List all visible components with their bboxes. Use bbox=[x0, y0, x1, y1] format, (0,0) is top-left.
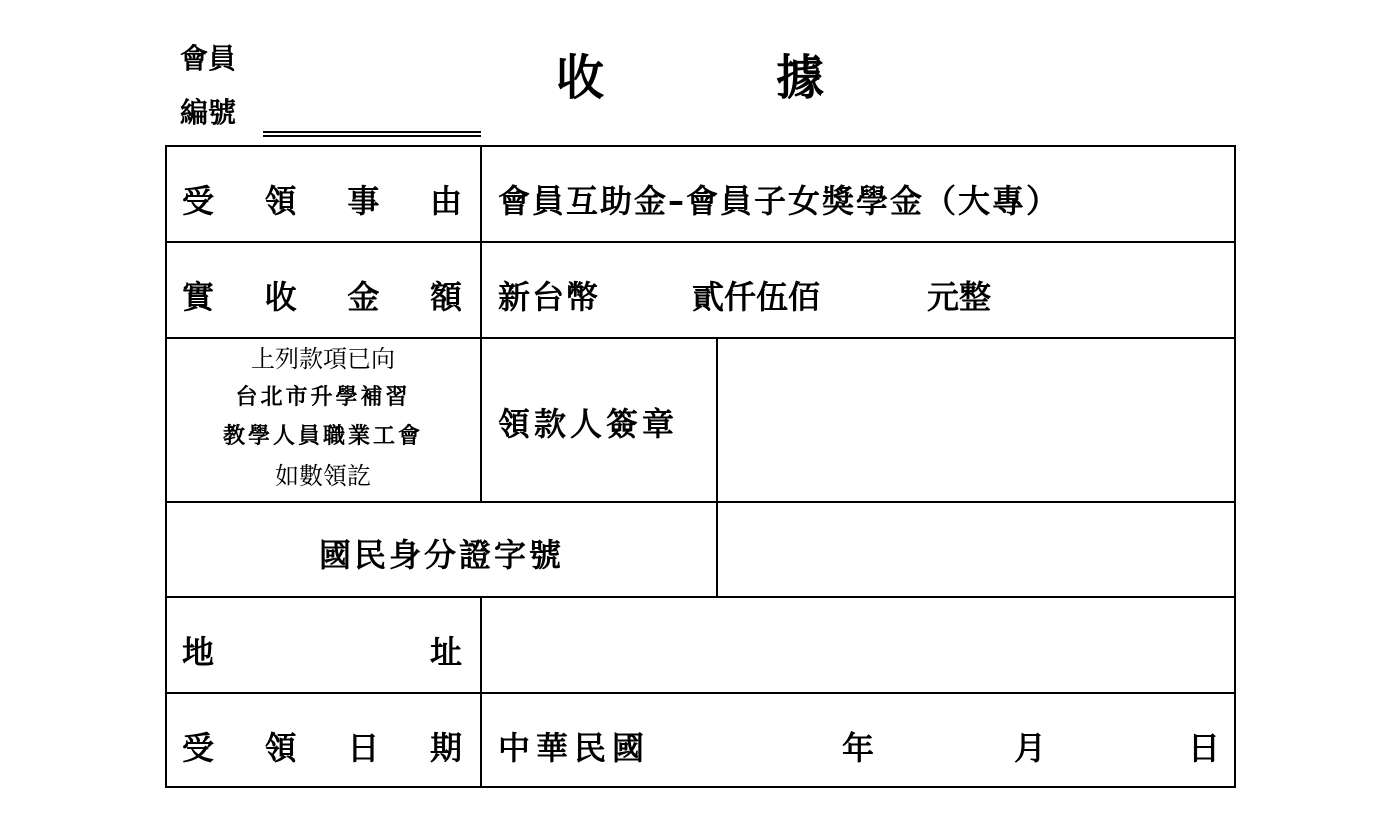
title-char-2: 據 bbox=[776, 50, 825, 106]
date-label-char: 受 bbox=[182, 729, 215, 767]
id-number-field[interactable] bbox=[720, 505, 1234, 594]
receipt-note-line1: 上列款項已向 bbox=[251, 345, 395, 373]
date-label bbox=[182, 723, 462, 769]
member-label-line2: 編號 bbox=[180, 96, 237, 129]
receipt-note bbox=[167, 340, 479, 496]
date-day-label: 日 bbox=[1188, 729, 1221, 767]
address-label-char: 地 bbox=[182, 633, 215, 671]
reason-label-char: 領 bbox=[264, 182, 297, 220]
col-divider-main-upper bbox=[480, 145, 482, 502]
row-divider-1 bbox=[165, 241, 1236, 243]
signature-field[interactable] bbox=[720, 341, 1234, 499]
date-label-char: 日 bbox=[347, 729, 380, 767]
date-label-char: 領 bbox=[264, 729, 297, 767]
signature-label: 領款人簽章 bbox=[498, 405, 679, 443]
amount-label bbox=[182, 272, 462, 318]
address-label-char: 址 bbox=[429, 633, 462, 671]
date-label-char: 期 bbox=[429, 729, 462, 767]
amount-label-char: 額 bbox=[429, 278, 462, 316]
col-divider-signature bbox=[716, 337, 718, 597]
date-month-label: 月 bbox=[1014, 729, 1047, 767]
date-era: 中華民國 bbox=[498, 729, 651, 767]
reason-label-char: 受 bbox=[182, 182, 215, 220]
member-number-label bbox=[180, 32, 236, 140]
amount-label-char: 收 bbox=[264, 278, 297, 316]
address-field[interactable] bbox=[484, 600, 1234, 690]
receipt-note-line2: 台北市升學補習 bbox=[235, 385, 411, 410]
amount-label-char: 實 bbox=[182, 278, 215, 316]
reason-value: 會員互助金–會員子女獎學金（大專） bbox=[498, 182, 1061, 220]
amount-label-char: 金 bbox=[347, 278, 380, 316]
reason-label-char: 事 bbox=[347, 182, 380, 220]
col-divider-main-lower bbox=[480, 596, 482, 788]
member-label-line1: 會員 bbox=[180, 42, 237, 75]
reason-label-char: 由 bbox=[429, 182, 462, 220]
receipt-note-line3: 教學人員職業工會 bbox=[222, 424, 423, 449]
amount-currency: 新台幣 bbox=[498, 278, 601, 316]
reason-label bbox=[182, 176, 462, 222]
amount-text: 貳仟伍佰 bbox=[692, 278, 821, 316]
receipt-note-line4: 如數領訖 bbox=[275, 462, 371, 490]
member-number-field[interactable] bbox=[263, 131, 481, 137]
row-divider-5 bbox=[165, 692, 1236, 694]
title-char-1: 收 bbox=[556, 50, 605, 106]
row-divider-4 bbox=[165, 596, 1236, 598]
row-divider-3 bbox=[165, 501, 1236, 503]
id-number-label: 國民身分證字號 bbox=[318, 536, 564, 574]
date-year-label: 年 bbox=[842, 729, 875, 767]
amount-suffix: 元整 bbox=[927, 278, 992, 316]
row-divider-2 bbox=[165, 337, 1236, 339]
address-label bbox=[182, 627, 462, 673]
